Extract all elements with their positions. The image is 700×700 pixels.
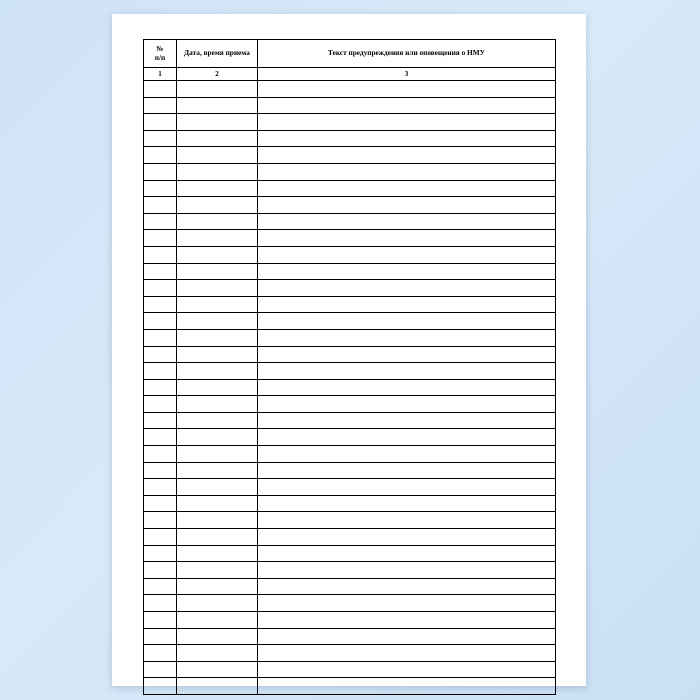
row-cell-warning-text xyxy=(258,479,556,496)
table-row xyxy=(144,412,556,429)
row-cell-datetime xyxy=(177,130,258,147)
row-cell-number xyxy=(144,578,177,595)
row-cell-datetime xyxy=(177,545,258,562)
table-row xyxy=(144,114,556,131)
table-row xyxy=(144,97,556,114)
row-cell-datetime xyxy=(177,678,258,695)
row-cell-datetime xyxy=(177,396,258,413)
row-cell-warning-text xyxy=(258,562,556,579)
row-cell-number xyxy=(144,346,177,363)
row-cell-number xyxy=(144,612,177,629)
table-row xyxy=(144,495,556,512)
row-cell-warning-text xyxy=(258,147,556,164)
header-number-line2: п/п xyxy=(154,52,166,62)
row-cell-datetime xyxy=(177,446,258,463)
row-cell-number xyxy=(144,97,177,114)
table-row xyxy=(144,329,556,346)
row-cell-datetime xyxy=(177,313,258,330)
header-cell-number xyxy=(144,40,177,68)
table-row xyxy=(144,529,556,546)
row-cell-warning-text xyxy=(258,263,556,280)
row-cell-datetime xyxy=(177,595,258,612)
table-row xyxy=(144,429,556,446)
row-cell-warning-text xyxy=(258,545,556,562)
table-row xyxy=(144,363,556,380)
row-cell-number xyxy=(144,661,177,678)
row-cell-warning-text xyxy=(258,462,556,479)
table-row xyxy=(144,263,556,280)
table-row xyxy=(144,628,556,645)
table-row xyxy=(144,645,556,662)
row-cell-datetime xyxy=(177,147,258,164)
row-cell-datetime xyxy=(177,329,258,346)
row-cell-datetime xyxy=(177,363,258,380)
row-cell-warning-text xyxy=(258,197,556,214)
table-row xyxy=(144,296,556,313)
row-cell-warning-text xyxy=(258,645,556,662)
row-cell-datetime xyxy=(177,578,258,595)
table-row xyxy=(144,163,556,180)
row-cell-datetime xyxy=(177,213,258,230)
row-cell-number xyxy=(144,462,177,479)
row-cell-warning-text xyxy=(258,379,556,396)
row-cell-datetime xyxy=(177,661,258,678)
row-cell-warning-text xyxy=(258,429,556,446)
table-row xyxy=(144,545,556,562)
row-cell-number xyxy=(144,213,177,230)
row-cell-datetime xyxy=(177,429,258,446)
row-cell-number xyxy=(144,130,177,147)
table-row xyxy=(144,678,556,695)
table-row xyxy=(144,512,556,529)
row-cell-warning-text xyxy=(258,612,556,629)
row-cell-datetime xyxy=(177,462,258,479)
table-row xyxy=(144,661,556,678)
row-cell-warning-text xyxy=(258,678,556,695)
row-cell-warning-text xyxy=(258,661,556,678)
table-blank-rows xyxy=(144,81,556,695)
table-row xyxy=(144,147,556,164)
table-row xyxy=(144,197,556,214)
row-cell-datetime xyxy=(177,479,258,496)
table-row xyxy=(144,280,556,297)
table-row xyxy=(144,180,556,197)
row-cell-warning-text xyxy=(258,97,556,114)
row-cell-warning-text xyxy=(258,495,556,512)
row-cell-number xyxy=(144,595,177,612)
row-cell-warning-text xyxy=(258,313,556,330)
header-cell-datetime: Дата, время приема xyxy=(177,40,258,68)
table-row xyxy=(144,213,556,230)
table-row xyxy=(144,562,556,579)
table-header xyxy=(144,40,556,68)
column-index-3: 3 xyxy=(258,68,556,81)
row-cell-warning-text xyxy=(258,412,556,429)
row-cell-datetime xyxy=(177,562,258,579)
row-cell-number xyxy=(144,147,177,164)
row-cell-number xyxy=(144,446,177,463)
row-cell-number xyxy=(144,429,177,446)
row-cell-warning-text xyxy=(258,595,556,612)
row-cell-warning-text xyxy=(258,213,556,230)
row-cell-datetime xyxy=(177,512,258,529)
row-cell-datetime xyxy=(177,230,258,247)
row-cell-warning-text xyxy=(258,512,556,529)
row-cell-warning-text xyxy=(258,329,556,346)
row-cell-warning-text xyxy=(258,246,556,263)
table-row xyxy=(144,81,556,98)
row-cell-number xyxy=(144,379,177,396)
table-column-number-row xyxy=(144,68,556,81)
row-cell-datetime xyxy=(177,412,258,429)
row-cell-datetime xyxy=(177,197,258,214)
row-cell-number xyxy=(144,562,177,579)
row-cell-warning-text xyxy=(258,446,556,463)
row-cell-datetime xyxy=(177,628,258,645)
table-row xyxy=(144,595,556,612)
row-cell-warning-text xyxy=(258,346,556,363)
row-cell-datetime xyxy=(177,495,258,512)
table-row xyxy=(144,479,556,496)
table-row xyxy=(144,379,556,396)
row-cell-warning-text xyxy=(258,81,556,98)
document-sheet xyxy=(112,14,586,686)
row-cell-number xyxy=(144,296,177,313)
row-cell-number xyxy=(144,529,177,546)
column-index-2: 2 xyxy=(177,68,258,81)
row-cell-number xyxy=(144,678,177,695)
row-cell-datetime xyxy=(177,645,258,662)
table-row xyxy=(144,130,556,147)
row-cell-number xyxy=(144,412,177,429)
table-row xyxy=(144,313,556,330)
header-number-line1: № xyxy=(156,44,164,54)
row-cell-number xyxy=(144,263,177,280)
row-cell-number xyxy=(144,363,177,380)
row-cell-warning-text xyxy=(258,180,556,197)
table-row xyxy=(144,462,556,479)
row-cell-warning-text xyxy=(258,163,556,180)
row-cell-number xyxy=(144,246,177,263)
table-row xyxy=(144,246,556,263)
row-cell-datetime xyxy=(177,379,258,396)
row-cell-number xyxy=(144,495,177,512)
row-cell-warning-text xyxy=(258,280,556,297)
row-cell-number xyxy=(144,197,177,214)
table-row xyxy=(144,446,556,463)
table-body xyxy=(144,68,556,81)
table-header-row xyxy=(144,40,556,68)
row-cell-number xyxy=(144,512,177,529)
row-cell-datetime xyxy=(177,180,258,197)
row-cell-number xyxy=(144,230,177,247)
table-row xyxy=(144,230,556,247)
row-cell-warning-text xyxy=(258,230,556,247)
table-row xyxy=(144,612,556,629)
row-cell-number xyxy=(144,545,177,562)
table-row xyxy=(144,396,556,413)
row-cell-number xyxy=(144,396,177,413)
row-cell-warning-text xyxy=(258,396,556,413)
row-cell-datetime xyxy=(177,296,258,313)
row-cell-datetime xyxy=(177,81,258,98)
row-cell-datetime xyxy=(177,263,258,280)
column-index-1: 1 xyxy=(144,68,177,81)
row-cell-datetime xyxy=(177,114,258,131)
row-cell-number xyxy=(144,628,177,645)
row-cell-datetime xyxy=(177,612,258,629)
row-cell-datetime xyxy=(177,280,258,297)
row-cell-number xyxy=(144,280,177,297)
row-cell-datetime xyxy=(177,529,258,546)
row-cell-warning-text xyxy=(258,114,556,131)
row-cell-number xyxy=(144,180,177,197)
row-cell-warning-text xyxy=(258,363,556,380)
row-cell-datetime xyxy=(177,97,258,114)
row-cell-number xyxy=(144,329,177,346)
row-cell-warning-text xyxy=(258,628,556,645)
row-cell-warning-text xyxy=(258,296,556,313)
document-content-area xyxy=(143,39,555,664)
row-cell-number xyxy=(144,114,177,131)
table-row xyxy=(144,346,556,363)
row-cell-number xyxy=(144,163,177,180)
row-cell-number xyxy=(144,479,177,496)
row-cell-warning-text xyxy=(258,130,556,147)
row-cell-number xyxy=(144,313,177,330)
row-cell-datetime xyxy=(177,163,258,180)
table-row xyxy=(144,578,556,595)
row-cell-datetime xyxy=(177,246,258,263)
row-cell-warning-text xyxy=(258,578,556,595)
nmu-log-table xyxy=(143,39,556,695)
row-cell-warning-text xyxy=(258,529,556,546)
row-cell-number xyxy=(144,645,177,662)
header-cell-warning-text: Текст предупреждения или оповещения о НМУ xyxy=(258,40,556,68)
row-cell-datetime xyxy=(177,346,258,363)
row-cell-number xyxy=(144,81,177,98)
